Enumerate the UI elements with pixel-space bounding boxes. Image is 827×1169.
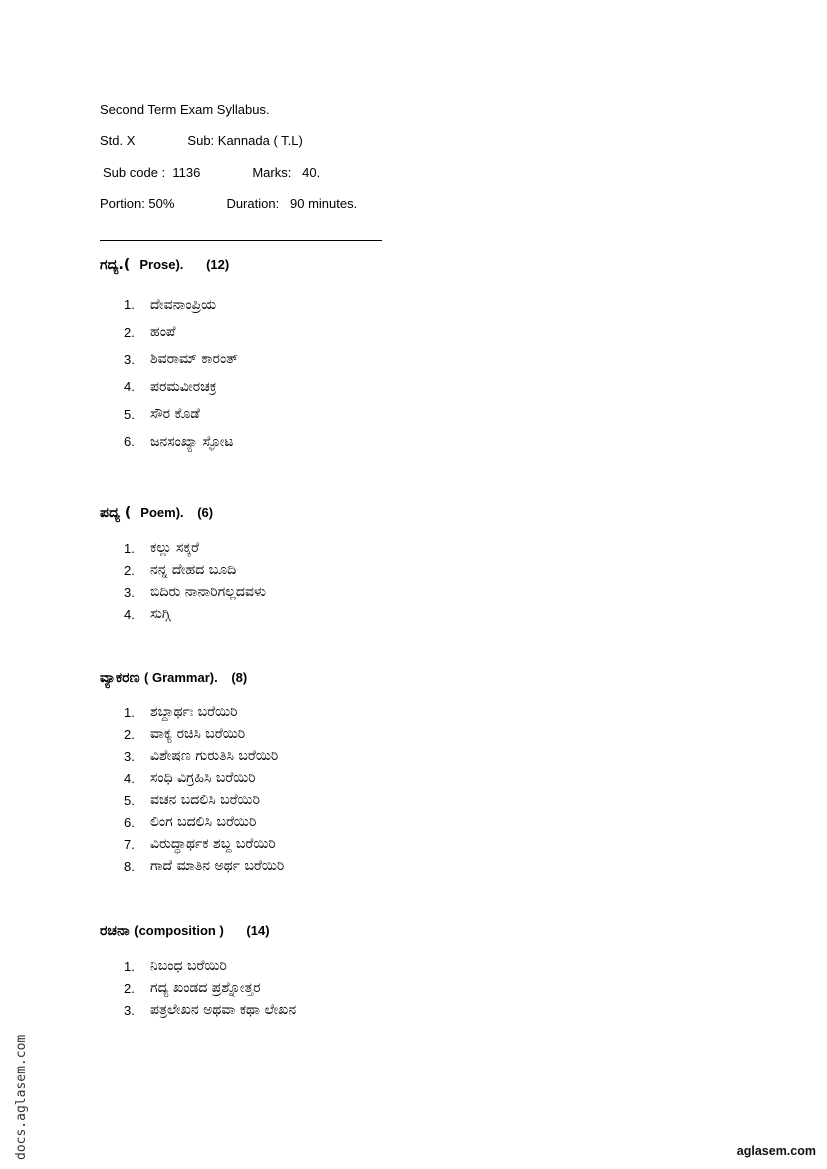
prose-section-title — [100, 257, 229, 273]
composition-section-title — [100, 923, 270, 939]
item-text: ಜನಸಂಖ್ಯಾ ಸ್ಫೋಟ — [150, 433, 234, 450]
item-number: 1. — [124, 958, 135, 974]
item-number: 1. — [124, 540, 135, 556]
composition-marks: (14) — [246, 923, 270, 938]
item-text: ವಚನ ಬದಲಿಸಿ ಬರೆಯಿರಿ — [150, 792, 260, 808]
item-number: 2. — [124, 726, 135, 742]
item-number: 1. — [124, 297, 135, 313]
item-number: 2. — [124, 980, 135, 996]
item-number: 8. — [124, 858, 135, 874]
list-item — [124, 581, 266, 603]
item-text: ಕಲ್ಲು ಸಕ್ಕರೆ — [150, 540, 199, 556]
item-number: 2. — [124, 324, 135, 340]
list-item — [124, 999, 296, 1021]
item-text: ಸೌರ ಕೊಡೆ — [150, 406, 200, 423]
composition-title-en: (composition ) — [134, 923, 224, 938]
item-text: ಶಬ್ದಾರ್ಥಃ ಬರೆಯಿರಿ — [150, 704, 238, 720]
duration-label: Duration: 90 minutes. — [226, 196, 358, 211]
grammar-marks: (8) — [231, 670, 248, 685]
item-text: ವಾಕ್ಯ ರಚಿಸಿ ಬರೆಯಿರಿ — [150, 726, 246, 742]
header-divider — [100, 240, 382, 241]
poem-marks: (6) — [197, 505, 214, 520]
poem-section-title — [100, 505, 213, 521]
item-number: 1. — [124, 704, 135, 720]
std-label: Std. X — [100, 133, 136, 148]
item-number: 3. — [124, 584, 135, 600]
list-item — [124, 537, 266, 559]
item-number: 5. — [124, 406, 135, 422]
item-number: 6. — [124, 814, 135, 830]
list-item — [124, 767, 284, 789]
marks-label: Marks: 40. — [252, 165, 321, 180]
item-number: 3. — [124, 1002, 135, 1018]
item-number: 3. — [124, 351, 135, 367]
portion-label: Portion: 50% — [100, 196, 175, 211]
item-text: ಶಿವರಾಮ್ ಕಾರಂತ್ — [150, 351, 239, 368]
side-watermark: docs.aglasem.com — [14, 1034, 29, 1160]
item-text: ಸಂಧಿ ವಿಗ್ರಹಿಸಿ ಬರೆಯಿರಿ — [150, 770, 256, 786]
prose-list — [124, 291, 238, 455]
exam-title: Second Term Exam Syllabus. — [100, 102, 270, 117]
list-item — [124, 811, 284, 833]
corner-watermark: aglasem.com — [736, 1144, 816, 1158]
prose-title-kn: ಗದ್ಯ.( — [100, 257, 131, 273]
item-number: 5. — [124, 792, 135, 808]
list-item — [124, 346, 238, 373]
item-number: 4. — [124, 770, 135, 786]
poem-title-kn: ಪದ್ಯ ( — [100, 505, 132, 521]
item-number: 4. — [124, 606, 135, 622]
list-item — [124, 318, 238, 345]
prose-title-en: Prose). — [139, 257, 184, 272]
list-item — [124, 701, 284, 723]
item-number: 4. — [124, 379, 135, 395]
grammar-list — [124, 701, 284, 877]
item-text: ವಿಶೇಷಣ ಗುರುತಿಸಿ ಬರೆಯಿರಿ — [150, 748, 279, 764]
list-item — [124, 603, 266, 625]
prose-marks: (12) — [206, 257, 230, 272]
list-item — [124, 373, 238, 400]
sub-code-label: Sub code : 1136 — [103, 165, 201, 180]
list-item — [124, 291, 238, 318]
item-text: ದೇವನಾಂಪ್ರಿಯ — [150, 296, 217, 313]
list-item — [124, 723, 284, 745]
item-number: 2. — [124, 562, 135, 578]
grammar-section-title — [100, 670, 247, 686]
item-text: ಗಾದೆ ಮಾತಿನ ಅರ್ಥ ಬರೆಯಿರಿ — [150, 858, 285, 874]
grammar-title-kn: ವ್ಯಾಕರಣ — [100, 670, 140, 686]
composition-list — [124, 955, 296, 1021]
list-item — [124, 559, 266, 581]
item-text: ಬಿದಿರು ನಾನಾರಿಗಲ್ಲದವಳು — [150, 584, 267, 600]
list-item — [124, 855, 284, 877]
list-item — [124, 977, 296, 999]
grammar-title-en: ( Grammar). — [144, 670, 218, 685]
list-item — [124, 789, 284, 811]
list-item — [124, 745, 284, 767]
list-item — [124, 401, 238, 428]
composition-title-kn: ರಚನಾ — [100, 923, 130, 939]
std-sub-row — [100, 133, 303, 148]
subject-label: Sub: Kannada ( T.L) — [187, 133, 303, 148]
item-text: ಲಿಂಗ ಬದಲಿಸಿ ಬರೆಯಿರಿ — [150, 814, 257, 830]
item-number: 3. — [124, 748, 135, 764]
item-text: ಪರಮವೀರಚಕ್ರ — [150, 378, 217, 395]
item-text: ಗದ್ಯ ಖಂಡದ ಪ್ರಶ್ನೋತ್ತರ — [150, 980, 261, 996]
item-text: ನಿಬಂಧ ಬರೆಯಿರಿ — [150, 958, 227, 974]
item-text: ಸುಗ್ಗಿ — [150, 606, 171, 622]
poem-list — [124, 537, 266, 625]
list-item — [124, 955, 296, 977]
item-text: ಪತ್ರಲೇಖನ ಅಥವಾ ಕಥಾ ಲೇಖನ — [150, 1002, 297, 1018]
item-text: ವಿರುದ್ಧಾರ್ಥಕ ಶಬ್ದ ಬರೆಯಿರಿ — [150, 836, 276, 852]
item-number: 7. — [124, 836, 135, 852]
code-marks-row — [103, 165, 320, 180]
item-text: ಹಂಪೆ — [150, 324, 176, 341]
poem-title-en: Poem). — [140, 505, 184, 520]
item-text: ನನ್ನ ದೇಹದ ಬೂದಿ — [150, 562, 237, 578]
list-item — [124, 428, 238, 455]
portion-duration-row — [100, 196, 357, 211]
item-number: 6. — [124, 434, 135, 450]
list-item — [124, 833, 284, 855]
